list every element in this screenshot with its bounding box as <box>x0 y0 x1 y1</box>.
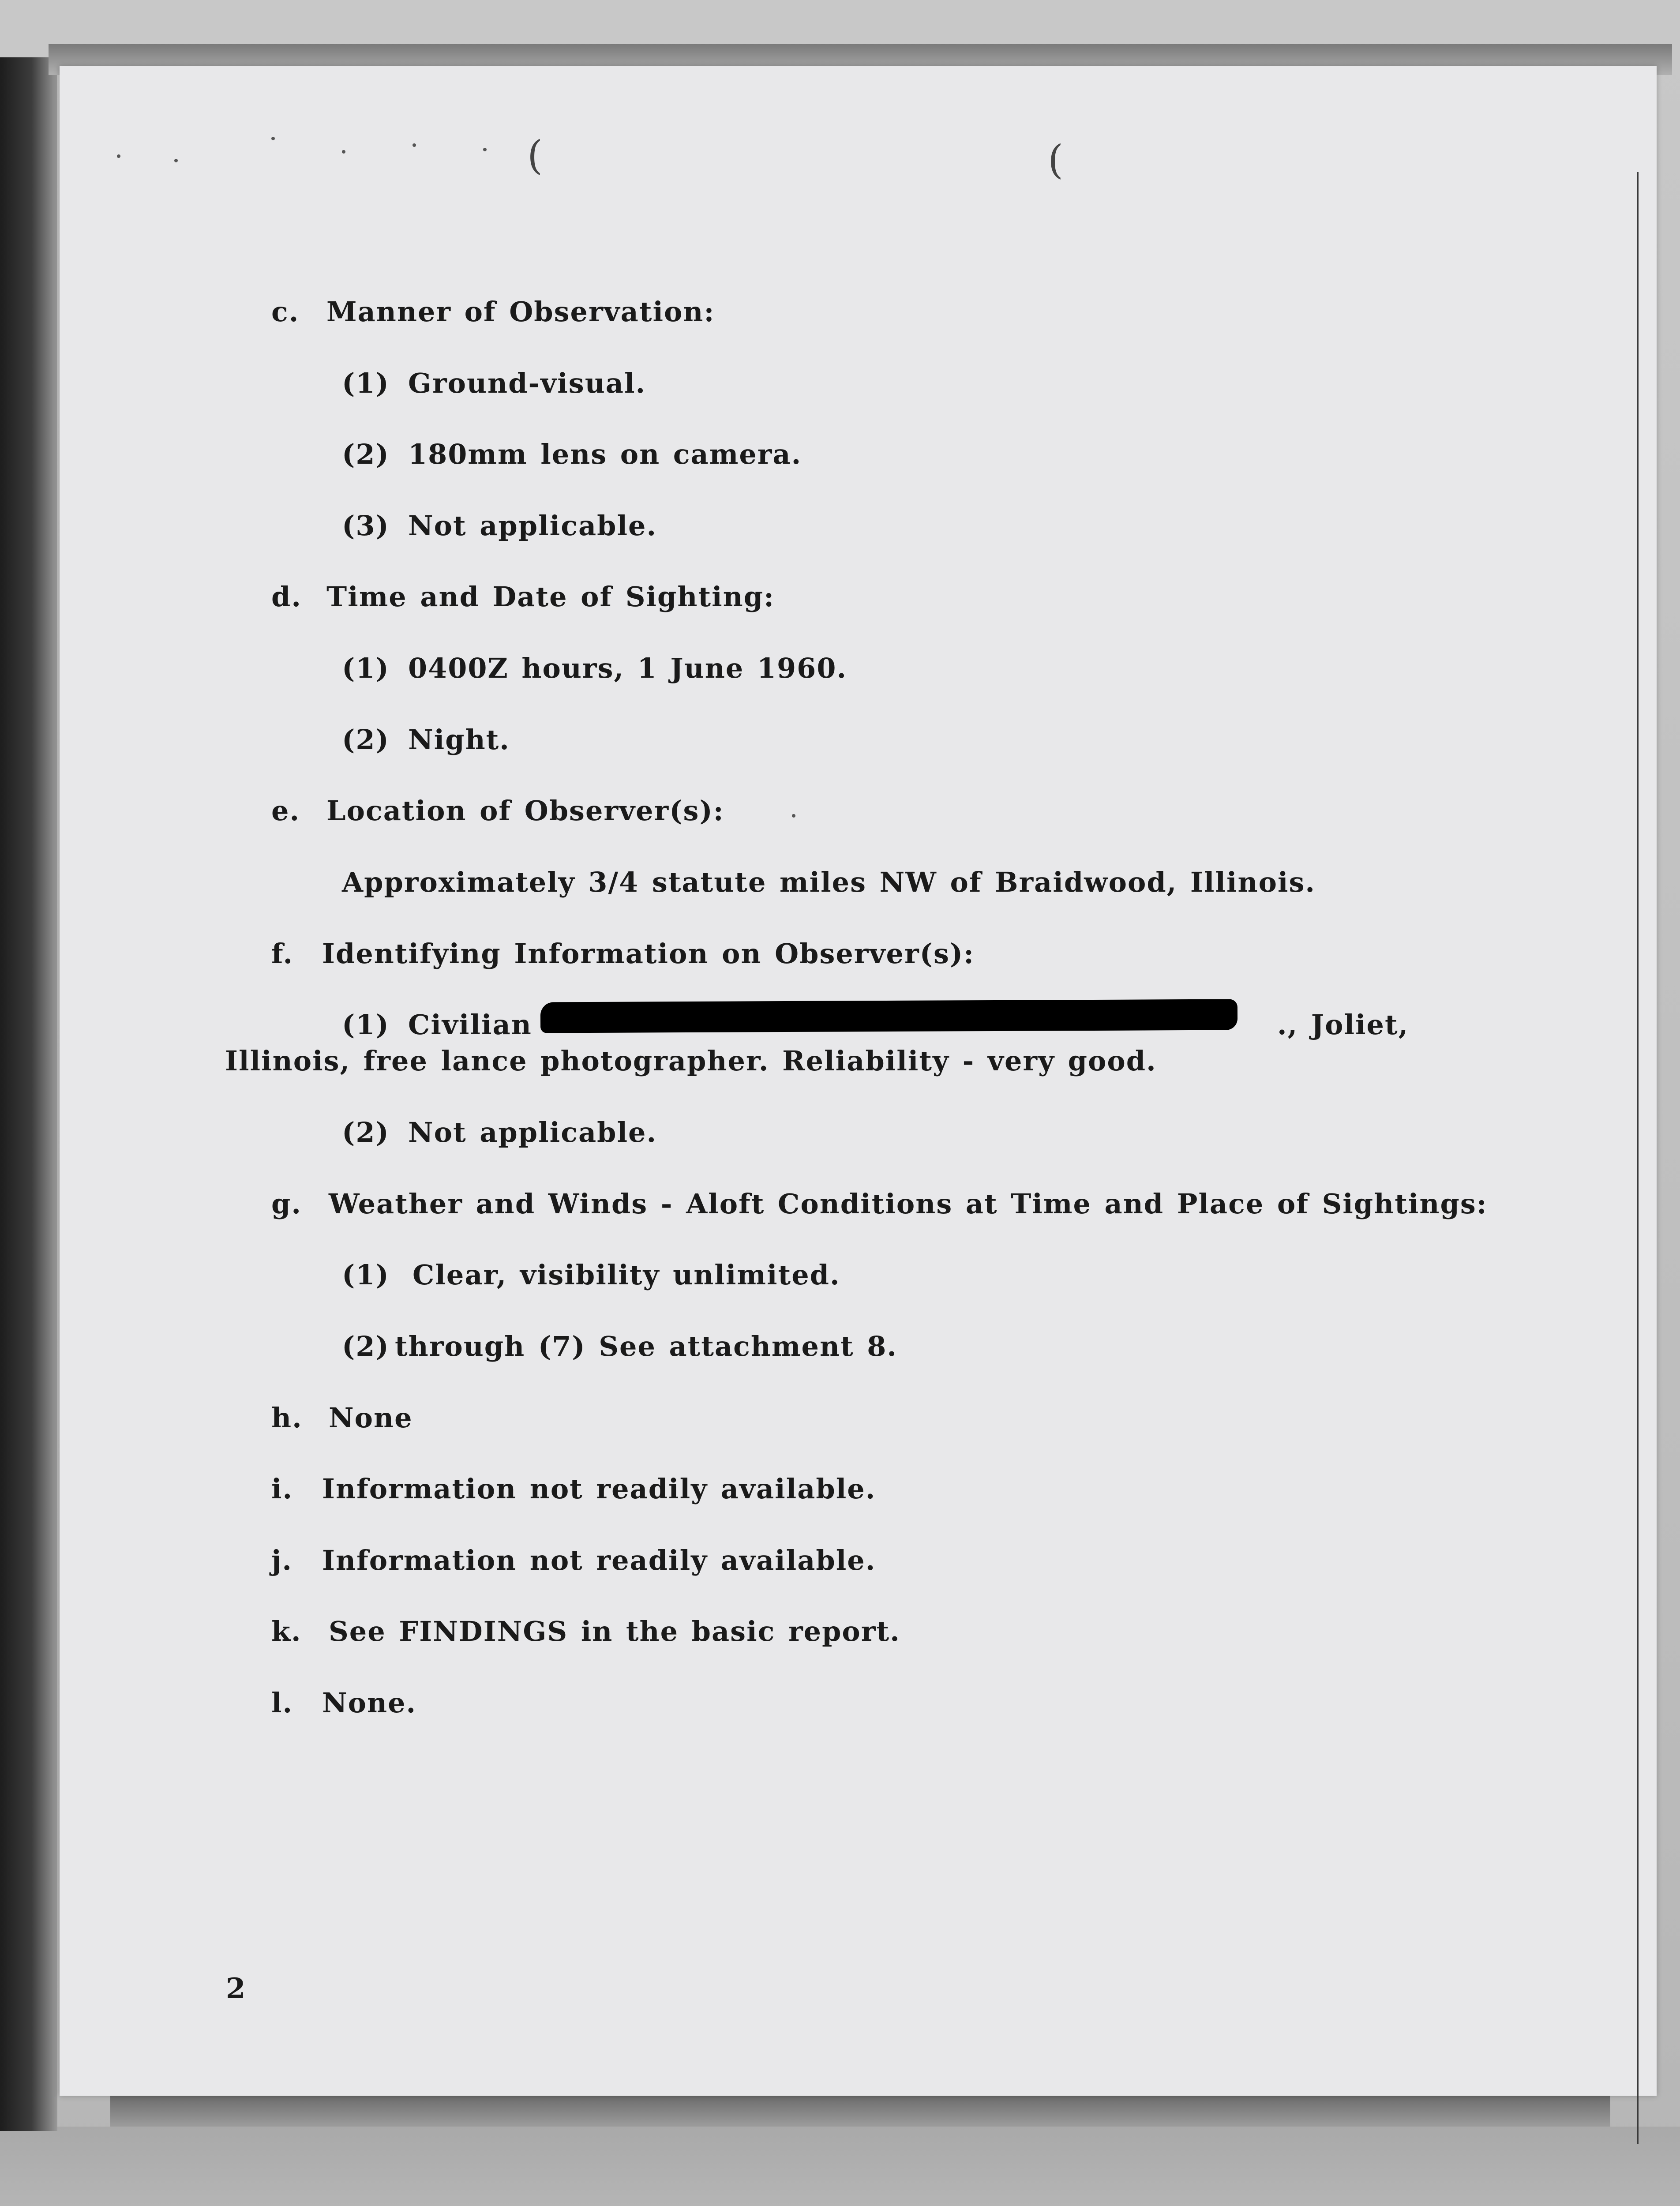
item-text: Manner of Observation: <box>326 296 715 328</box>
item-label: (1) <box>342 367 390 399</box>
item-f-1-line2 <box>225 1045 1157 1077</box>
item-label: f. <box>271 938 294 970</box>
speck <box>483 148 487 151</box>
item-text: Information not readily available. <box>322 1473 876 1505</box>
item-text: None. <box>322 1687 417 1719</box>
item-c-1 <box>342 367 646 399</box>
item-text: See FINDINGS in the basic report. <box>329 1615 900 1647</box>
item-h <box>271 1402 413 1434</box>
right-margin-rule <box>1637 172 1639 2144</box>
item-text: Clear, visibility unlimited. <box>412 1259 840 1291</box>
speck <box>117 154 120 158</box>
item-label: h. <box>271 1402 303 1434</box>
item-f-2 <box>342 1116 657 1148</box>
item-text: Not applicable. <box>408 510 657 542</box>
item-label: (3) <box>342 510 390 542</box>
item-j <box>271 1544 876 1576</box>
item-f <box>271 938 975 970</box>
item-text: Time and Date of Sighting: <box>326 581 775 613</box>
left-edge-shadow <box>0 57 57 2131</box>
item-text: through (7) See attachment 8. <box>395 1330 897 1362</box>
item-l <box>271 1687 416 1719</box>
speck <box>342 150 345 154</box>
item-d-2 <box>342 724 510 756</box>
item-label: (1) <box>342 652 390 684</box>
item-label: (2) <box>342 1116 390 1148</box>
item-f-1 <box>342 1009 532 1041</box>
page-number: 2 <box>226 1972 246 2005</box>
item-e <box>271 795 724 827</box>
item-c-3 <box>342 510 657 542</box>
item-label: c. <box>271 296 300 328</box>
item-d-1 <box>342 652 847 684</box>
item-text: Location of Observer(s): <box>326 795 724 827</box>
speck <box>271 137 275 140</box>
item-text: Civilian <box>408 1009 532 1041</box>
item-label: (2) <box>342 724 390 756</box>
item-label: d. <box>271 581 302 613</box>
item-g-1 <box>342 1259 840 1291</box>
item-d <box>271 581 775 613</box>
item-c <box>271 296 715 328</box>
speck <box>174 159 178 162</box>
item-label: e. <box>271 795 300 827</box>
item-label: j. <box>271 1544 293 1576</box>
bottom-edge-shadow <box>110 2096 1610 2127</box>
item-c-2 <box>342 438 802 470</box>
item-i <box>271 1473 876 1505</box>
item-text: Ground-visual. <box>408 367 646 399</box>
item-text: Weather and Winds - Aloft Conditions at Time and Place of Sightings: <box>329 1188 1488 1220</box>
item-label: g. <box>271 1188 302 1220</box>
item-text: 180mm lens on camera. <box>408 438 802 470</box>
item-text: Not applicable. <box>408 1116 657 1148</box>
item-text: 0400Z hours, 1 June 1960. <box>408 652 848 684</box>
scan-artifact-paren-2: ( <box>1048 137 1064 183</box>
item-text: Approximately 3/4 statute miles NW of Braidwood, Illinois. <box>342 866 1316 898</box>
item-k <box>271 1615 900 1647</box>
film-margin <box>0 2127 1680 2206</box>
item-label: k. <box>271 1615 302 1647</box>
item-label: (1) <box>342 1009 390 1041</box>
item-text: Night. <box>408 724 510 756</box>
item-g <box>271 1188 1488 1220</box>
item-text: Information not readily available. <box>322 1544 876 1576</box>
item-label: (2) <box>342 1330 390 1362</box>
scan-artifact-paren: ( <box>527 132 543 179</box>
item-text: Identifying Information on Observer(s): <box>322 938 975 970</box>
item-text: Illinois, free lance photographer. Reliability - very good. <box>225 1045 1157 1077</box>
redaction-block <box>540 999 1238 1033</box>
speck <box>792 814 795 818</box>
document-page <box>60 66 1657 2096</box>
item-label: i. <box>271 1473 293 1505</box>
speck <box>412 143 416 147</box>
item-f-1-continued <box>1277 1009 1409 1041</box>
item-g-2 <box>342 1330 897 1362</box>
item-e-location <box>342 866 1316 898</box>
item-text: None <box>329 1402 413 1434</box>
item-label: l. <box>271 1687 293 1719</box>
item-text: ., Joliet, <box>1277 1009 1409 1041</box>
item-label: (2) <box>342 438 390 470</box>
item-label: (1) <box>342 1259 390 1291</box>
